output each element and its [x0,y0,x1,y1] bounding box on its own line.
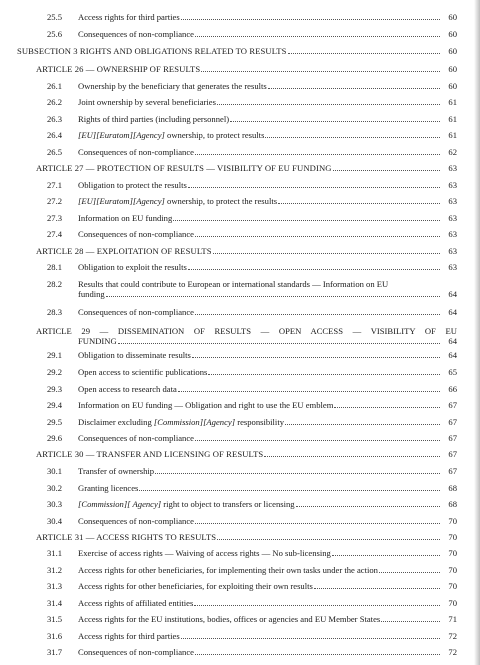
toc-page-number: 71 [448,614,457,624]
toc-title-text: Access rights for other beneficiaries, for exploiting their own results [78,581,313,591]
toc-item-title [78,515,194,528]
toc-item-number: 27.3 [47,213,63,223]
toc-item-number: 25.6 [47,29,63,39]
toc-title-text: Granting licences [78,483,139,493]
toc-item-number: 29.1 [47,350,63,360]
toc-page-number: 72 [448,631,457,641]
toc-title-text: Access rights for third parties [78,12,180,22]
dot-leader [181,630,440,639]
dot-leader [278,195,440,204]
toc-item-title: Results that could contribute to European or international standards — Information on EU [78,279,389,289]
toc-item-title [36,531,216,544]
dot-leader [213,245,440,254]
toc-item[interactable] [47,515,457,528]
dot-leader [379,564,440,573]
toc-page-number: 60 [448,81,457,91]
toc-item-title [78,630,180,643]
toc-page-number: 70 [448,581,457,591]
toc-title-text: ARTICLE 30 — TRANSFER AND LICENSING OF RESULTS [36,449,264,459]
toc-item-number: 30.3 [47,499,63,509]
toc-item-title [78,366,207,379]
dot-leader [265,129,440,138]
dot-leader [264,448,440,457]
toc-page-number: 60 [448,46,457,56]
toc-item[interactable] [47,564,457,577]
toc-page-number: 67 [448,466,457,476]
toc-item-number: 31.5 [47,614,63,624]
toc-item-title [78,383,177,396]
dot-leader [230,113,440,122]
dot-leader [178,383,440,392]
dot-leader [195,228,440,237]
toc-item[interactable] [47,195,457,208]
toc-title-text: ARTICLE 31 — ACCESS RIGHTS TO RESULTS [36,532,217,542]
toc-article-heading[interactable] [36,245,457,258]
toc-title-text: Consequences of non-compliance [78,433,194,443]
toc-item-number: 30.2 [47,483,63,493]
toc-page-number: 64 [448,336,457,346]
toc-title-text: Access rights for other beneficiaries, for implementing their own tasks under the action [78,565,378,575]
dot-leader [139,482,440,491]
toc-item-title [78,28,194,41]
toc-item-number: 29.2 [47,367,63,377]
toc-item-title [78,349,191,362]
dot-leader [217,531,440,540]
toc-item[interactable] [47,11,457,24]
toc-item-title [78,113,229,126]
toc-item-title [36,448,263,461]
toc-title-text: Ownership by the beneficiary that generates the results [78,81,267,91]
toc-item[interactable] [47,630,457,643]
dot-leader [288,45,440,54]
toc-item-number: 31.4 [47,598,63,608]
toc-page-number: 67 [448,433,457,443]
toc-item[interactable] [47,179,457,192]
toc-item-number: 29.5 [47,417,63,427]
toc-article-heading[interactable] [36,448,457,461]
dot-leader [106,289,440,297]
toc-article-heading[interactable] [36,531,457,544]
dot-leader [268,80,440,89]
toc-title-text: Consequences of non-compliance [78,307,194,317]
toc-page-number: 61 [448,114,457,124]
toc-page-number: 63 [448,196,457,206]
toc-item-title [36,245,212,258]
toc-item[interactable] [47,646,457,659]
dot-leader [188,179,440,188]
toc-item-title [78,146,194,159]
toc-item[interactable] [47,547,457,560]
dot-leader [334,399,440,408]
toc-item-title [78,646,194,659]
toc-item-number: 31.3 [47,581,63,591]
toc-title-text-tail: responsibility [235,417,284,427]
toc-item[interactable] [47,432,457,445]
toc-item[interactable] [47,465,457,478]
dot-leader [195,306,440,315]
toc-title-text: Information on EU funding [78,213,173,223]
dot-leader [333,162,440,171]
toc-item[interactable] [47,261,457,274]
toc-item-title [36,162,332,175]
toc-title-text: Access rights of affiliated entities [78,598,194,608]
toc-title-text: Obligation to exploit the results [78,262,187,272]
toc-item-title [78,261,187,274]
dot-leader [208,366,440,375]
toc-page-number: 63 [448,163,457,173]
toc-item-number: 31.1 [47,548,63,558]
toc-item-title [78,613,380,626]
toc-subsection-heading[interactable] [17,45,457,58]
dot-leader [217,96,440,105]
toc-title-text: Open access to research data [78,384,177,394]
toc-item-title [17,45,287,58]
toc-item-number: 30.4 [47,516,63,526]
toc-item[interactable] [47,146,457,159]
toc-item[interactable] [47,28,457,41]
toc-item-number: 27.4 [47,229,63,239]
toc-title-text: Consequences of non-compliance [78,29,194,39]
toc-page-number: 63 [448,246,457,256]
toc-page-number: 63 [448,180,457,190]
page-edge-shadow [474,0,480,665]
toc-page-number: 63 [448,229,457,239]
toc-item[interactable] [47,306,457,319]
dot-leader [188,261,440,270]
toc-title-text: Rights of third parties (including personnel) [78,114,230,124]
toc-item[interactable] [47,482,457,495]
toc-item[interactable] [47,212,457,225]
toc-page-number: 70 [448,532,457,542]
toc-article-heading[interactable] [36,63,457,76]
toc-item-number: 29.3 [47,384,63,394]
toc-title-text: Access rights for third parties [78,631,180,641]
toc-title-text: ARTICLE 26 — OWNERSHIP OF RESULTS [36,64,201,74]
dot-leader [173,212,440,221]
toc-page-number: 64 [448,350,457,360]
toc-item-number: 31.7 [47,647,63,657]
toc-item[interactable] [47,349,457,362]
toc-title-text: ARTICLE 27 — PROTECTION OF RESULTS — VISIBILITY OF EU FUNDING [36,163,332,173]
toc-item[interactable] [47,366,457,379]
toc-item-title [78,416,284,429]
toc-page-number: 72 [448,647,457,657]
toc-title-text: Consequences of non-compliance [78,147,194,157]
toc-page-number: 61 [448,130,457,140]
toc-item[interactable] [47,498,457,511]
toc-item-number: 28.1 [47,262,63,272]
toc-page-number: 60 [448,29,457,39]
toc-item-title [78,212,172,225]
toc-page-number: 68 [448,499,457,509]
toc-title-text: Consequences of non-compliance [78,647,194,657]
toc-page-number: 66 [448,384,457,394]
toc-item-number: 27.2 [47,196,63,206]
toc-item-title-continued: funding [78,289,105,299]
toc-page-number: 67 [448,449,457,459]
toc-item-number: 26.3 [47,114,63,124]
toc-item-title [78,597,193,610]
toc-article-heading[interactable] [36,162,457,175]
toc-item[interactable] [47,113,457,126]
toc-title-text: Obligation to disseminate results [78,350,191,360]
toc-article-title: ARTICLE 29 — DISSEMINATION OF RESULTS — OPEN ACCESS — VISIBILITY OF EU [36,326,457,336]
toc-page-number: 70 [448,516,457,526]
toc-page-number: 70 [448,565,457,575]
toc-page-number: 63 [448,213,457,223]
toc-title-text: Information on EU funding — Obligation and right to use the EU emblem [78,400,334,410]
toc-item-number: 27.1 [47,180,63,190]
toc-item[interactable] [47,383,457,396]
cropped-top-line [0,0,480,7]
toc-page-number: 60 [448,64,457,74]
toc-item-title [78,547,331,560]
toc-item-title [78,580,313,593]
dot-leader [155,465,440,474]
dot-leader [192,349,440,358]
toc-italic-segment: [EU][Euratom][Agency] [78,130,165,140]
toc-page-number: 61 [448,97,457,107]
toc-page-number: 67 [448,400,457,410]
toc-item[interactable] [47,96,457,109]
toc-page-number: 70 [448,548,457,558]
toc-item-number: 28.2 [47,279,63,289]
toc-title-text: right to object to transfers or licensing [161,499,295,509]
toc-page-number: 67 [448,417,457,427]
dot-leader [381,613,440,622]
dot-leader [195,432,440,441]
toc-item-number: 29.4 [47,400,63,410]
toc-page-number: 65 [448,367,457,377]
toc-item-number: 26.5 [47,147,63,157]
toc-title-text: ARTICLE 28 — EXPLOITATION OF RESULTS [36,246,212,256]
toc-page-number: 60 [448,12,457,22]
toc-item-number: 25.5 [47,12,63,22]
toc-item-title [78,432,194,445]
toc-page-number: 64 [448,289,457,299]
dot-leader [201,63,440,72]
toc-item-number: 26.1 [47,81,63,91]
toc-italic-segment: [Commission][Agency] [153,417,236,427]
toc-title-text: Transfer of ownership [78,466,155,476]
toc-page-number: 63 [448,262,457,272]
toc-item-title [36,63,200,76]
toc-item-title [78,195,277,208]
dot-leader [296,498,440,507]
toc-item[interactable] [47,129,457,142]
toc-item-title [78,306,194,319]
toc-item-number: 26.4 [47,130,63,140]
dot-leader [195,646,440,655]
toc-italic-segment: [EU][Euratom][Agency] [78,196,165,206]
dot-leader [332,547,440,556]
toc-title-text: Joint ownership by several beneficiaries [78,97,216,107]
toc-item-number: 31.6 [47,631,63,641]
toc-title-text: ownership, to protect the results [164,196,278,206]
toc-title-text: Open access to scientific publications [78,367,208,377]
dot-leader [195,28,440,37]
toc-page-number: 64 [448,307,457,317]
toc-item-title [78,80,267,93]
toc-item-number: 28.3 [47,307,63,317]
toc-title-text: Obligation to protect the results [78,180,187,190]
toc-item-title [78,564,378,577]
toc-title-text: SUBSECTION 3 RIGHTS AND OBLIGATIONS RELATED TO RESULTS [17,46,287,56]
toc-item-title [78,498,295,511]
toc-page-number: 70 [448,598,457,608]
toc-item[interactable] [47,613,457,626]
toc-item-number: 31.2 [47,565,63,575]
toc-title-text: Consequences of non-compliance [78,516,194,526]
toc-title-text: Access rights for the EU institutions, bodies, offices or agencies and EU Member States [78,614,381,624]
toc-article-title-continued: FUNDING [78,336,117,346]
toc-item-title [78,179,187,192]
toc-page-number: 68 [448,483,457,493]
toc-item-title [78,129,264,142]
toc-italic-segment: [Commission][ Agency] [78,499,162,509]
dot-leader [181,11,440,20]
dot-leader [195,146,440,155]
toc-page-number: 62 [448,147,457,157]
dot-leader [314,580,440,589]
toc-item-number: 30.1 [47,466,63,476]
toc-item-title [78,399,333,412]
toc-item[interactable] [47,580,457,593]
toc-item-title [78,482,138,495]
toc-item-title [78,11,180,24]
dot-leader [195,515,440,524]
toc-item[interactable] [47,597,457,610]
dot-leader [285,416,440,425]
toc-title-text: Exercise of access rights — Waiving of access rights — No sub-licensing [78,548,331,558]
toc-item[interactable] [47,228,457,241]
toc-item-number: 29.6 [47,433,63,443]
toc-item[interactable] [47,399,457,412]
toc-item-title [78,96,216,109]
toc-item-number: 26.2 [47,97,63,107]
toc-item[interactable] [47,80,457,93]
toc-item[interactable] [47,416,457,429]
dot-leader [118,336,440,344]
toc-item-title [78,465,154,478]
dot-leader [194,597,440,606]
toc-title-text: Disclaimer excluding [78,417,154,427]
toc-title-text: ownership, to protect results [164,130,265,140]
toc-item-title [78,228,194,241]
toc-title-text: Consequences of non-compliance [78,229,194,239]
